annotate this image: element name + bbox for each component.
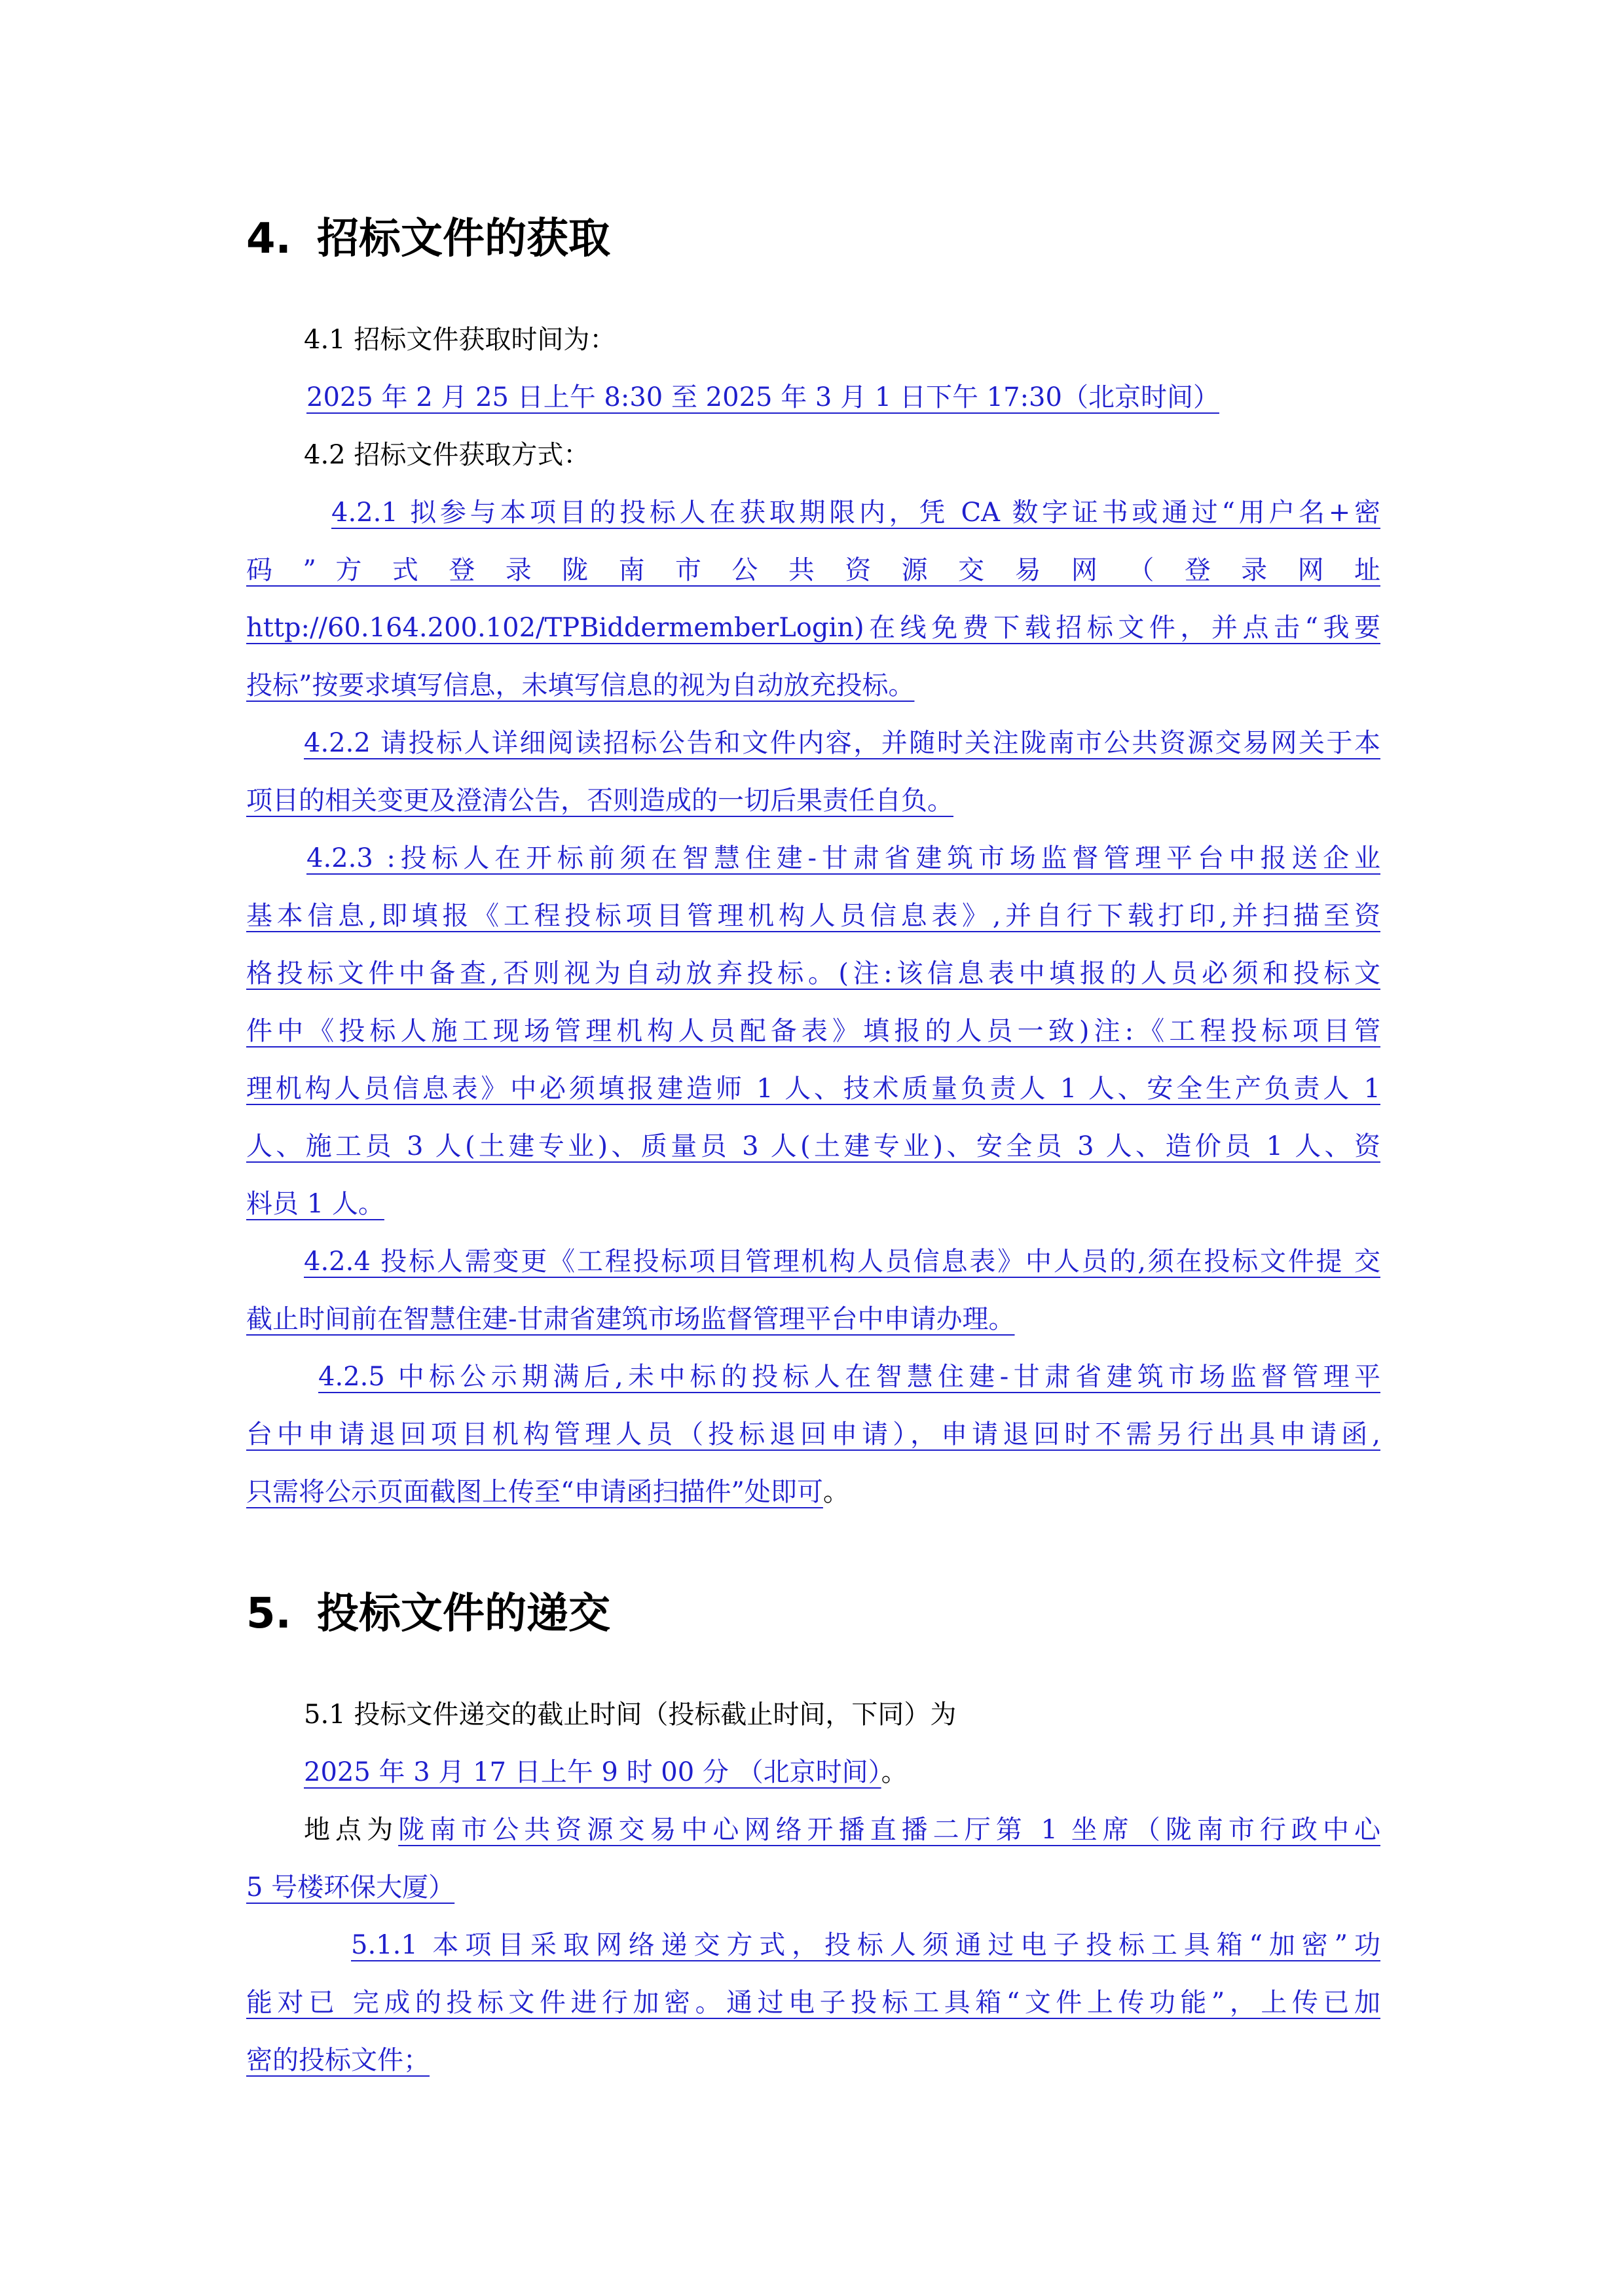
clause-5-1-end: 。 [881,1757,908,1787]
clause-4-2-4-line: 4.2.4 投标人需变更《工程投标项目管理机构人员信息表》中人员的,须在投标文件提 交 [304,1247,1380,1277]
clause-4-2-2-line: 项目的相关变更及澄清公告，否则造成的一切后果责任自负。 [246,786,953,816]
section-4-heading [246,213,610,265]
clause-4-2-1 [246,484,1380,714]
clause-4-2-3-line: 件中《投标人施工现场管理机构人员配备表》填报的人员一致)注:《工程投标项目管 [246,1016,1380,1046]
clause-4-2-1-line: 投标”按要求填写信息，未填写信息的视为自动放充投标。 [246,670,915,701]
clause-5-1-time: 2025 年 3 月 17 日上午 9 时 00 分 （北京时间） [304,1757,881,1787]
clause-4-2-3-line: 人、施工员 3 人(土建专业)、质量员 3 人(土建专业)、安全员 3 人、造价员 1 人、资 [246,1131,1380,1161]
clause-5-1 [246,1686,1380,1916]
location-label: 地点为 [304,1815,399,1845]
clause-4-2-5-line: 台中申请退回项目机构管理人员（投标退回申请），申请退回时不需另行出具申请函, [246,1419,1380,1449]
clause-4-2 [246,426,1380,484]
clause-4-2-3 [246,829,1380,1233]
section-5-heading [246,1588,610,1640]
clause-4-2-4 [246,1233,1380,1348]
clause-4-1-label: 4.1 招标文件获取时间为： [304,325,616,355]
clause-4-2-3-line: 格投标文件中备查,否则视为自动放弃投标。(注:该信息表中填报的人员必须和投标文 [246,958,1380,989]
clause-4-2-5 [246,1348,1380,1521]
clause-4-2-3-line: 料员 1 人。 [246,1189,384,1219]
clause-5-1-1-line: 密的投标文件； [246,2045,430,2075]
section-5-number: 5. [246,1590,291,1638]
location-line: 5 号楼环保大厦） [246,1872,455,1903]
clause-4-2-5-end: 。 [822,1477,849,1507]
clause-4-1 [246,311,1380,426]
clause-4-2-2-line: 4.2.2 请投标人详细阅读招标公告和文件内容，并随时关注陇南市公共资源交易网关于本 [304,728,1380,758]
clause-4-2-4-line: 截止时间前在智慧住建-甘肃省建筑市场监督管理平台中申请办理。 [246,1304,1015,1334]
clause-4-2-3-line: 基本信息,即填报《工程投标项目管理机构人员信息表》,并自行下载打印,并扫描至资 [246,901,1380,931]
clause-4-2-3-line: 4.2.3 :投标人在开标前须在智慧住建-甘肃省建筑市场监督管理平台中报送企业 [306,843,1380,873]
section-4-number: 4. [246,215,291,263]
section-5-title: 投标文件的递交 [317,1590,610,1638]
clause-4-2-1-link-line: http://60.164.200.102/TPBiddermemberLogin)在线免费下载招标文件，并点击“我要 [246,613,1380,643]
location-line: 陇南市公共资源交易中心网络开播直播二厅第 1 坐席（陇南市行政中心 [398,1815,1380,1845]
clause-5-1-1 [246,1916,1380,2089]
clause-4-2-2 [246,714,1380,829]
section-4-title: 招标文件的获取 [317,215,610,263]
clause-5-1-1-line: 能对已 完成的投标文件进行加密。通过电子投标工具箱“文件上传功能”，上传已加 [246,1988,1380,2018]
clause-5-1-label: 5.1 投标文件递交的截止时间（投标截止时间，下同）为 [304,1700,957,1730]
clause-4-2-1-line: 码 ” 方 式 登 录 陇 南 市 公 共 资 源 交 易 网 （ 登 录 网 址 [246,555,1380,585]
clause-4-1-time: 2025 年 2 月 25 日上午 8:30 至 2025 年 3 月 1 日下午 17:30（北京时间） [306,382,1219,412]
clause-4-2-5-line: 4.2.5 中标公示期满后,未中标的投标人在智慧住建-甘肃省建筑市场监督管理平 [318,1362,1380,1392]
clause-4-2-5-line: 只需将公示页面截图上传至“申请函扫描件”处即可 [246,1477,823,1507]
clause-4-2-label: 4.2 招标文件获取方式： [304,440,590,470]
clause-5-1-1-line: 5.1.1 本项目采取网络递交方式，投标人须通过电子投标工具箱“加密”功 [351,1930,1380,1960]
clause-4-2-1-line: 4.2.1 拟参与本项目的投标人在获取期限内，凭 CA 数字证书或通过“用户名+密 [331,498,1380,528]
clause-4-2-3-line: 理机构人员信息表》中必须填报建造师 1 人、技术质量负责人 1 人、安全生产负责人 1 [246,1074,1380,1104]
